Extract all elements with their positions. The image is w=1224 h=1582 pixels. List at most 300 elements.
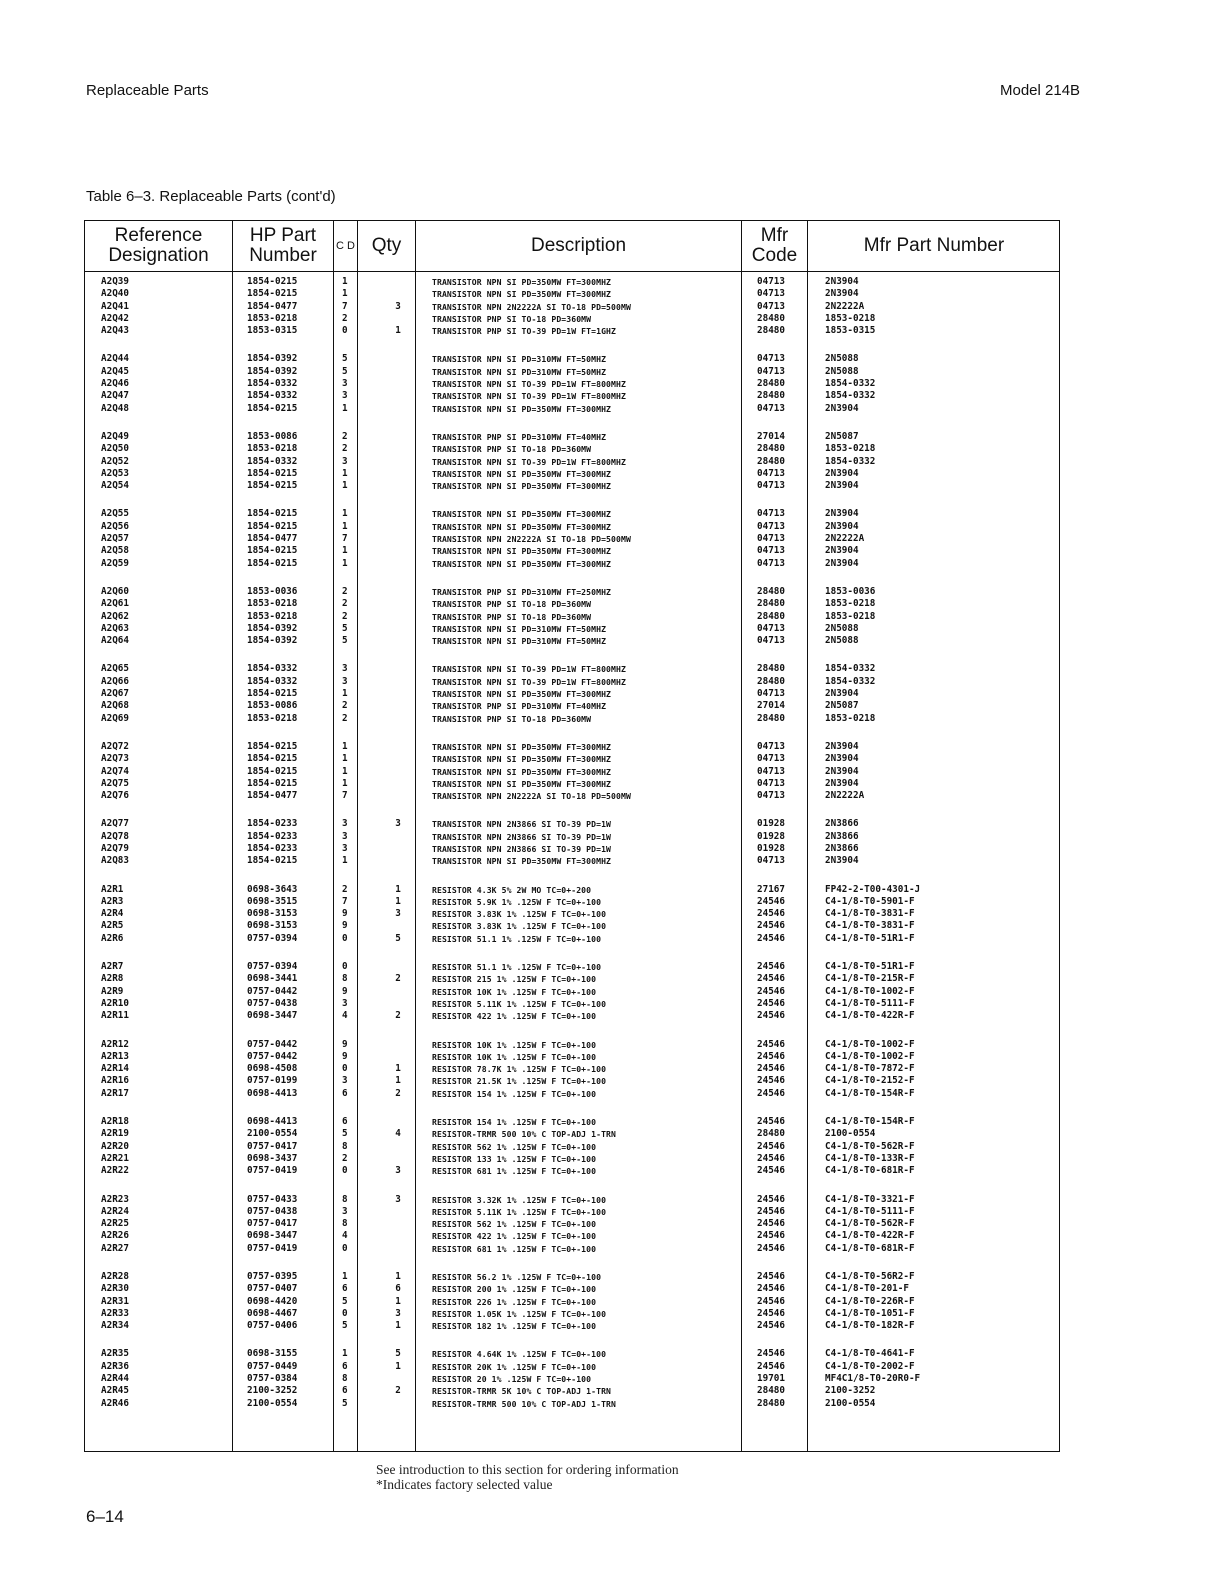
- reference-designation: A2R46: [101, 1397, 129, 1409]
- table-row: [85, 635, 1059, 647]
- reference-designation: A2R21: [101, 1152, 129, 1164]
- cd-digit: 5: [342, 1295, 348, 1307]
- mfr-part-number: 2N3904: [825, 765, 859, 777]
- reference-designation: A2R23: [101, 1193, 129, 1205]
- table-row: [85, 1206, 1059, 1218]
- mfr-code: 01928: [757, 842, 785, 854]
- description: TRANSISTOR NPN 2N2222A SI TO-18 PD=500MW: [432, 534, 631, 545]
- mfr-code: 04713: [757, 855, 785, 867]
- hp-part-number: 1854-0215: [247, 688, 298, 700]
- description: RESISTOR 562 1% .125W F TC=0+-100: [432, 1219, 597, 1230]
- mfr-part-number: 2100-0554: [825, 1128, 876, 1140]
- description: TRANSISTOR NPN SI PD=310MW FT=50MHZ: [432, 636, 607, 647]
- quantity: 6: [395, 1283, 401, 1295]
- mfr-code: 28480: [757, 712, 785, 724]
- table-row: [85, 1348, 1059, 1360]
- hp-part-number: 0698-3643: [247, 883, 298, 895]
- footnote: [376, 1462, 679, 1492]
- reference-designation: A2R7: [101, 961, 124, 973]
- mfr-code: 04713: [757, 740, 785, 752]
- cd-digit: 7: [342, 790, 348, 802]
- mfr-code: 04713: [757, 635, 785, 647]
- mfr-part-number: 1854-0332: [825, 455, 876, 467]
- cd-digit: 7: [342, 300, 348, 312]
- reference-designation: A2R18: [101, 1116, 129, 1128]
- mfr-part-number: 2N2222A: [825, 533, 865, 545]
- col-header-qty: Qty: [371, 235, 402, 256]
- table-row: [85, 1051, 1059, 1063]
- description: TRANSISTOR NPN SI PD=350MW FT=300MHZ: [432, 403, 612, 414]
- cd-digit: 3: [342, 842, 348, 854]
- hp-part-number: 1853-0218: [247, 610, 298, 622]
- mfr-part-number: 1853-0218: [825, 443, 876, 455]
- cd-digit: 5: [342, 1320, 348, 1332]
- quantity: 5: [395, 1348, 401, 1360]
- mfr-part-number: MF4C1/8-T0-20R0-F: [825, 1373, 921, 1385]
- mfr-code: 28480: [757, 378, 785, 390]
- hp-part-number: 0757-0438: [247, 1205, 298, 1217]
- cd-digit: 1: [342, 765, 348, 777]
- quantity: 1: [395, 325, 401, 337]
- table-row: [85, 325, 1059, 337]
- description: RESISTOR-TRMR 5K 10% C TOP-ADJ 1-TRN: [432, 1386, 612, 1397]
- reference-designation: A2Q53: [101, 467, 129, 479]
- quantity: 1: [395, 883, 401, 895]
- mfr-code: 24546: [757, 1230, 785, 1242]
- cd-digit: 8: [342, 1373, 348, 1385]
- description: TRANSISTOR NPN SI PD=350MW FT=300MHZ: [432, 277, 612, 287]
- mfr-part-number: C4-1/8-T0-1002-F: [825, 1038, 915, 1050]
- description: RESISTOR 226 1% .125W F TC=0+-100: [432, 1296, 597, 1307]
- mfr-code: 19701: [757, 1373, 785, 1385]
- table-row: [85, 1063, 1059, 1075]
- reference-designation: A2R20: [101, 1140, 129, 1152]
- mfr-part-number: C4-1/8-T0-51R1-F: [825, 932, 915, 944]
- hp-part-number: 1854-0215: [247, 480, 298, 492]
- mfr-code: 28480: [757, 325, 785, 337]
- hp-part-number: 0698-4413: [247, 1116, 298, 1128]
- mfr-part-number: C4-1/8-T0-154R-F: [825, 1116, 915, 1128]
- mfr-code: 28480: [757, 1385, 785, 1397]
- table-row: [85, 1128, 1059, 1140]
- cd-digit: 0: [342, 1242, 348, 1254]
- mfr-code: 24546: [757, 1295, 785, 1307]
- row-group: [85, 961, 1059, 1022]
- reference-designation: A2R4: [101, 908, 124, 920]
- table-row: [85, 1088, 1059, 1100]
- reference-designation: A2Q74: [101, 765, 129, 777]
- reference-designation: A2Q67: [101, 688, 129, 700]
- mfr-part-number: 2N3904: [825, 688, 859, 700]
- row-group: [85, 353, 1059, 414]
- reference-designation: A2R28: [101, 1271, 129, 1282]
- mfr-part-number: C4-1/8-T0-562R-F: [825, 1218, 915, 1230]
- cd-digit: 3: [342, 390, 348, 402]
- table-row: [85, 390, 1059, 402]
- reference-designation: A2R34: [101, 1320, 129, 1332]
- description: TRANSISTOR NPN SI PD=350MW FT=300MHZ: [432, 521, 612, 532]
- description: TRANSISTOR NPN 2N2222A SI TO-18 PD=500MW: [432, 301, 631, 312]
- mfr-part-number: C4-1/8-T0-133R-F: [825, 1152, 915, 1164]
- quantity: 1: [395, 895, 401, 907]
- mfr-part-number: C4-1/8-T0-5111-F: [825, 997, 915, 1009]
- cd-digit: 5: [342, 365, 348, 377]
- description: TRANSISTOR NPN SI PD=350MW FT=300MHZ: [432, 468, 612, 479]
- table-row: [85, 533, 1059, 545]
- mfr-part-number: 2N3904: [825, 520, 859, 532]
- mfr-code: 04713: [757, 353, 785, 365]
- table-row: [85, 480, 1059, 492]
- description: TRANSISTOR PNP SI TO-18 PD=360MW: [432, 444, 592, 455]
- mfr-part-number: C4-1/8-T0-2152-F: [825, 1075, 915, 1087]
- table-row: [85, 1361, 1059, 1373]
- table-row: [85, 713, 1059, 725]
- mfr-part-number: 1853-0218: [825, 712, 876, 724]
- description: RESISTOR 51.1 1% .125W F TC=0+-100: [432, 933, 602, 944]
- cd-digit: 3: [342, 997, 348, 1009]
- reference-designation: A2R6: [101, 932, 124, 944]
- cd-digit: 2: [342, 430, 348, 442]
- reference-designation: A2Q55: [101, 508, 129, 520]
- description: RESISTOR 133 1% .125W F TC=0+-100: [432, 1153, 597, 1164]
- cd-digit: 6: [342, 1385, 348, 1397]
- mfr-code: 04713: [757, 765, 785, 777]
- mfr-part-number: 1853-0218: [825, 598, 876, 610]
- mfr-code: 24546: [757, 895, 785, 907]
- hp-part-number: 0698-3515: [247, 895, 298, 907]
- table-row: [85, 1141, 1059, 1153]
- row-group: [85, 818, 1059, 867]
- hp-part-number: 0698-4420: [247, 1295, 298, 1307]
- hp-part-number: 0757-0442: [247, 985, 298, 997]
- table-row: [85, 623, 1059, 635]
- cd-digit: 6: [342, 1283, 348, 1295]
- description: TRANSISTOR PNP SI TO-18 PD=360MW: [432, 611, 592, 622]
- reference-designation: A2R22: [101, 1165, 129, 1177]
- hp-part-number: 0757-0417: [247, 1140, 298, 1152]
- reference-designation: A2Q40: [101, 288, 129, 300]
- hp-part-number: 0698-3447: [247, 1230, 298, 1242]
- mfr-part-number: 2N3904: [825, 467, 859, 479]
- table-row: [85, 443, 1059, 455]
- cd-digit: 2: [342, 883, 348, 895]
- row-group: [85, 276, 1059, 337]
- row-group: [85, 586, 1059, 647]
- cd-digit: 2: [342, 598, 348, 610]
- mfr-part-number: 2N5088: [825, 635, 859, 647]
- cd-digit: 2: [342, 312, 348, 324]
- description: RESISTOR 681 1% .125W F TC=0+-100: [432, 1166, 597, 1177]
- row-group: [85, 663, 1059, 724]
- cd-digit: 5: [342, 622, 348, 634]
- mfr-part-number: C4-1/8-T0-1051-F: [825, 1307, 915, 1319]
- cd-digit: 2: [342, 712, 348, 724]
- mfr-code: 24546: [757, 961, 785, 973]
- hp-part-number: 1854-0215: [247, 402, 298, 414]
- col-header-mfr-part-number: Mfr Part Number: [863, 235, 1005, 256]
- mfr-part-number: 2N3866: [825, 842, 859, 854]
- hp-part-number: 0698-3153: [247, 908, 298, 920]
- cd-digit: 3: [342, 830, 348, 842]
- mfr-part-number: C4-1/8-T0-226R-F: [825, 1295, 915, 1307]
- mfr-part-number: C4-1/8-T0-2002-F: [825, 1360, 915, 1372]
- description: TRANSISTOR NPN SI PD=350MW FT=300MHZ: [432, 289, 612, 300]
- mfr-part-number: 2N5088: [825, 353, 859, 365]
- quantity: 2: [395, 1010, 401, 1022]
- col-header-mfr-code: Mfr Code: [751, 225, 798, 266]
- mfr-code: 27014: [757, 700, 785, 712]
- hp-part-number: 1854-0477: [247, 533, 298, 545]
- mfr-part-number: 1854-0332: [825, 378, 876, 390]
- hp-part-number: 2100-3252: [247, 1385, 298, 1397]
- mfr-code: 24546: [757, 1320, 785, 1332]
- cd-digit: 7: [342, 895, 348, 907]
- mfr-code: 24546: [757, 1242, 785, 1254]
- cd-digit: 9: [342, 1038, 348, 1050]
- cd-digit: 4: [342, 1010, 348, 1022]
- cd-digit: 1: [342, 777, 348, 789]
- mfr-part-number: C4-1/8-T0-182R-F: [825, 1320, 915, 1332]
- hp-part-number: 1854-0215: [247, 467, 298, 479]
- description: TRANSISTOR PNP SI TO-18 PD=360MW: [432, 713, 592, 724]
- mfr-part-number: 2N3904: [825, 777, 859, 789]
- mfr-code: 28480: [757, 1128, 785, 1140]
- description: TRANSISTOR NPN SI PD=350MW FT=300MHZ: [432, 558, 612, 569]
- reference-designation: A2R12: [101, 1038, 129, 1050]
- row-group: [85, 1194, 1059, 1255]
- hp-part-number: 1854-0215: [247, 765, 298, 777]
- mfr-code: 24546: [757, 1075, 785, 1087]
- cd-digit: 9: [342, 985, 348, 997]
- description: RESISTOR 56.2 1% .125W F TC=0+-100: [432, 1272, 602, 1282]
- table-row: [85, 1230, 1059, 1242]
- cd-digit: 3: [342, 663, 348, 675]
- cd-digit: 3: [342, 1075, 348, 1087]
- table-row: [85, 998, 1059, 1010]
- hp-part-number: 1853-0218: [247, 312, 298, 324]
- mfr-code: 27167: [757, 883, 785, 895]
- description: RESISTOR 154 1% .125W F TC=0+-100: [432, 1117, 597, 1128]
- hp-part-number: 1854-0332: [247, 378, 298, 390]
- table-row: [85, 986, 1059, 998]
- description: RESISTOR 681 1% .125W F TC=0+-100: [432, 1243, 597, 1254]
- hp-part-number: 0757-0395: [247, 1271, 298, 1282]
- table-row: [85, 753, 1059, 765]
- hp-part-number: 1854-0332: [247, 675, 298, 687]
- mfr-part-number: C4-1/8-T0-7872-F: [825, 1063, 915, 1075]
- reference-designation: A2Q57: [101, 533, 129, 545]
- table-row: [85, 586, 1059, 598]
- mfr-code: 04713: [757, 622, 785, 634]
- reference-designation: A2R8: [101, 973, 124, 985]
- cd-digit: 0: [342, 1307, 348, 1319]
- quantity: 3: [395, 818, 401, 830]
- mfr-code: 24546: [757, 985, 785, 997]
- table-row: [85, 558, 1059, 570]
- reference-designation: A2Q63: [101, 622, 129, 634]
- mfr-code: 28480: [757, 610, 785, 622]
- mfr-part-number: C4-1/8-T0-681R-F: [825, 1242, 915, 1254]
- hp-part-number: 0757-0419: [247, 1165, 298, 1177]
- mfr-code: 24546: [757, 973, 785, 985]
- reference-designation: A2Q39: [101, 276, 129, 287]
- description: TRANSISTOR NPN SI PD=350MW FT=300MHZ: [432, 546, 612, 557]
- cd-digit: 8: [342, 1193, 348, 1205]
- table-row: [85, 1075, 1059, 1087]
- reference-designation: A2Q60: [101, 585, 129, 597]
- hp-part-number: 1854-0215: [247, 520, 298, 532]
- mfr-part-number: C4-1/8-T0-5901-F: [825, 895, 915, 907]
- description: TRANSISTOR PNP SI TO-39 PD=1W FT=1GHZ: [432, 326, 616, 337]
- mfr-part-number: C4-1/8-T0-681R-F: [825, 1165, 915, 1177]
- table-row: [85, 313, 1059, 325]
- hp-part-number: 2100-0554: [247, 1128, 298, 1140]
- description: RESISTOR 51.1 1% .125W F TC=0+-100: [432, 962, 602, 973]
- table-row: [85, 818, 1059, 830]
- description: TRANSISTOR PNP SI PD=310MW FT=250MHZ: [432, 586, 612, 597]
- description: RESISTOR 4.3K 5% 2W MO TC=0+-200: [432, 884, 592, 895]
- reference-designation: A2Q43: [101, 325, 129, 337]
- mfr-part-number: 2100-0554: [825, 1397, 876, 1409]
- cd-digit: 0: [342, 325, 348, 337]
- cd-digit: 4: [342, 1230, 348, 1242]
- table-body: [85, 276, 1059, 1426]
- table-caption: Table 6–3. Replaceable Parts (cont'd): [86, 188, 336, 205]
- description: TRANSISTOR NPN SI PD=310MW FT=50MHZ: [432, 623, 607, 634]
- mfr-part-number: 1854-0332: [825, 663, 876, 675]
- mfr-part-number: C4-1/8-T0-422R-F: [825, 1010, 915, 1022]
- hp-part-number: 1854-0392: [247, 353, 298, 365]
- description: RESISTOR 5.11K 1% .125W F TC=0+-100: [432, 998, 607, 1009]
- mfr-part-number: 2N3904: [825, 545, 859, 557]
- mfr-code: 24546: [757, 1165, 785, 1177]
- description: TRANSISTOR NPN SI PD=350MW FT=300MHZ: [432, 754, 612, 765]
- hp-part-number: 1854-0332: [247, 455, 298, 467]
- cd-digit: 0: [342, 961, 348, 973]
- cd-digit: 9: [342, 1050, 348, 1062]
- description: RESISTOR 3.32K 1% .125W F TC=0+-100: [432, 1194, 607, 1205]
- mfr-part-number: 2N5087: [825, 700, 859, 712]
- col-header-reference: Reference Designation: [108, 225, 209, 266]
- reference-designation: A2Q62: [101, 610, 129, 622]
- mfr-code: 24546: [757, 997, 785, 1009]
- reference-designation: A2Q83: [101, 855, 129, 867]
- cd-digit: 1: [342, 467, 348, 479]
- mfr-code: 01928: [757, 818, 785, 830]
- reference-designation: A2R30: [101, 1283, 129, 1295]
- table-row: [85, 468, 1059, 480]
- mfr-code: 28480: [757, 1397, 785, 1409]
- quantity: 3: [395, 1165, 401, 1177]
- hp-part-number: 0757-0419: [247, 1242, 298, 1254]
- reference-designation: A2Q54: [101, 480, 129, 492]
- table-row: [85, 790, 1059, 802]
- reference-designation: A2R26: [101, 1230, 129, 1242]
- cd-digit: 1: [342, 520, 348, 532]
- mfr-part-number: C4-1/8-T0-4641-F: [825, 1348, 915, 1360]
- hp-part-number: 0757-0433: [247, 1193, 298, 1205]
- mfr-code: 24546: [757, 1140, 785, 1152]
- table-row: [85, 700, 1059, 712]
- description: TRANSISTOR NPN SI TO-39 PD=1W FT=800MHZ: [432, 391, 626, 402]
- table-row: [85, 1320, 1059, 1332]
- mfr-code: 28480: [757, 312, 785, 324]
- reference-designation: A2R27: [101, 1242, 129, 1254]
- hp-part-number: 0757-0394: [247, 932, 298, 944]
- footnote-factory-selected: *Indicates factory selected value: [376, 1477, 553, 1492]
- mfr-part-number: 2N3904: [825, 402, 859, 414]
- hp-part-number: 0698-3447: [247, 1010, 298, 1022]
- mfr-part-number: 2N5088: [825, 622, 859, 634]
- mfr-part-number: 2100-3252: [825, 1385, 876, 1397]
- hp-part-number: 1853-0036: [247, 585, 298, 597]
- hp-part-number: 1853-0218: [247, 712, 298, 724]
- description: TRANSISTOR NPN SI PD=350MW FT=300MHZ: [432, 778, 612, 789]
- cd-digit: 1: [342, 545, 348, 557]
- cd-digit: 6: [342, 1116, 348, 1128]
- reference-designation: A2Q78: [101, 830, 129, 842]
- description: TRANSISTOR NPN SI PD=350MW FT=300MHZ: [432, 689, 612, 700]
- mfr-code: 04713: [757, 467, 785, 479]
- reference-designation: A2Q45: [101, 365, 129, 377]
- cd-digit: 1: [342, 855, 348, 867]
- table-row: [85, 301, 1059, 313]
- hp-part-number: 1854-0215: [247, 288, 298, 300]
- quantity: 2: [395, 1385, 401, 1397]
- row-group: [85, 884, 1059, 945]
- table-row: [85, 378, 1059, 390]
- table-row: [85, 366, 1059, 378]
- hp-part-number: 0698-3441: [247, 973, 298, 985]
- quantity: 1: [395, 1271, 401, 1282]
- table-row: [85, 1010, 1059, 1022]
- hp-part-number: 1854-0215: [247, 777, 298, 789]
- table-row: [85, 843, 1059, 855]
- description: TRANSISTOR PNP SI PD=310MW FT=40MHZ: [432, 431, 607, 442]
- cd-digit: 1: [342, 740, 348, 752]
- reference-designation: A2Q76: [101, 790, 129, 802]
- reference-designation: A2Q46: [101, 378, 129, 390]
- cd-digit: 2: [342, 610, 348, 622]
- description: TRANSISTOR NPN SI PD=350MW FT=300MHZ: [432, 741, 612, 752]
- description: TRANSISTOR PNP SI TO-18 PD=360MW: [432, 313, 592, 324]
- cd-digit: 5: [342, 1128, 348, 1140]
- quantity: 1: [395, 1360, 401, 1372]
- hp-part-number: 0757-0417: [247, 1218, 298, 1230]
- hp-part-number: 0698-3437: [247, 1152, 298, 1164]
- reference-designation: A2Q56: [101, 520, 129, 532]
- reference-designation: A2Q65: [101, 663, 129, 675]
- cd-digit: 1: [342, 1271, 348, 1282]
- table-row: [85, 1218, 1059, 1230]
- mfr-code: 04713: [757, 276, 785, 287]
- description: RESISTOR 3.83K 1% .125W F TC=0+-100: [432, 909, 607, 920]
- table-row: [85, 521, 1059, 533]
- hp-part-number: 0757-0438: [247, 997, 298, 1009]
- description: RESISTOR 422 1% .125W F TC=0+-100: [432, 1011, 597, 1022]
- description: RESISTOR 422 1% .125W F TC=0+-100: [432, 1231, 597, 1242]
- mfr-code: 04713: [757, 288, 785, 300]
- hp-part-number: 1853-0218: [247, 443, 298, 455]
- description: TRANSISTOR NPN SI PD=310MW FT=50MHZ: [432, 366, 607, 377]
- table-row: [85, 431, 1059, 443]
- reference-designation: A2Q52: [101, 455, 129, 467]
- table-row: [85, 896, 1059, 908]
- quantity: 5: [395, 932, 401, 944]
- hp-part-number: 1854-0215: [247, 508, 298, 520]
- mfr-code: 01928: [757, 830, 785, 842]
- reference-designation: A2R14: [101, 1063, 129, 1075]
